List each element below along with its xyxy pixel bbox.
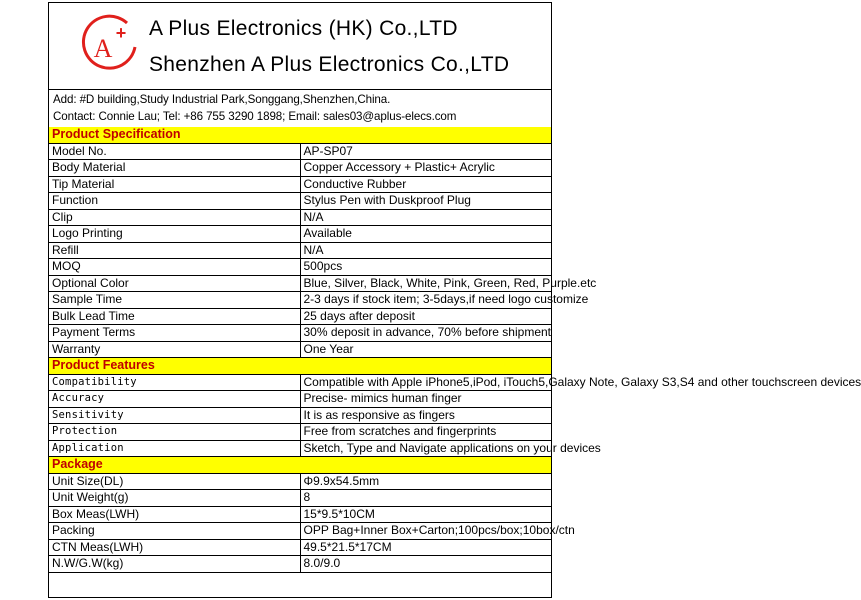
- row-value: N/A: [300, 209, 551, 226]
- row-label: Clip: [49, 209, 300, 226]
- table-row: [49, 341, 551, 358]
- table-row: [49, 374, 551, 391]
- row-value: Blue, Silver, Black, White, Pink, Green, Red, Purple.etc: [300, 275, 551, 292]
- row-label: Tip Material: [49, 176, 300, 193]
- row-value: 500pcs: [300, 259, 551, 276]
- logo-letter: A: [93, 34, 113, 63]
- table-row: [49, 176, 551, 193]
- company-header: [49, 3, 551, 90]
- section-title: Product Specification: [49, 127, 551, 143]
- contact-line: Contact: Connie Lau; Tel: +86 755 3290 1898; Email: sales03@aplus-elecs.com: [53, 110, 457, 123]
- company-logo-icon: [77, 13, 141, 77]
- table-row: [49, 209, 551, 226]
- row-value: 25 days after deposit: [300, 308, 551, 325]
- table-row: [49, 308, 551, 325]
- table-row: [49, 424, 551, 441]
- table-row: [49, 523, 551, 540]
- row-label: MOQ: [49, 259, 300, 276]
- row-value: Available: [300, 226, 551, 243]
- row-label: Refill: [49, 242, 300, 259]
- table-row: [49, 226, 551, 243]
- table-row: [49, 292, 551, 309]
- table-row: [49, 440, 551, 457]
- row-label: Unit Size(DL): [49, 473, 300, 490]
- row-value: Free from scratches and fingerprints: [300, 424, 551, 441]
- section-header: [49, 358, 551, 375]
- section-title: Product Features: [49, 358, 551, 375]
- row-value: 8.0/9.0: [300, 556, 551, 573]
- table-row: [49, 193, 551, 210]
- row-label: CTN Meas(LWH): [49, 539, 300, 556]
- row-label: Protection: [49, 424, 300, 441]
- row-label: N.W/G.W(kg): [49, 556, 300, 573]
- row-value: 49.5*21.5*17CM: [300, 539, 551, 556]
- contact-info: [49, 89, 551, 128]
- table-row: [49, 556, 551, 573]
- table-row: [49, 160, 551, 177]
- row-label: Optional Color: [49, 275, 300, 292]
- row-value: It is as responsive as fingers: [300, 407, 551, 424]
- table-row: [49, 259, 551, 276]
- table-row: [49, 407, 551, 424]
- row-value: Precise- mimics human finger: [300, 391, 551, 408]
- row-label: Packing: [49, 523, 300, 540]
- row-value: OPP Bag+Inner Box+Carton;100pcs/box;10box/ctn: [300, 523, 551, 540]
- row-value: Φ9.9x54.5mm: [300, 473, 551, 490]
- table-row: [49, 275, 551, 292]
- row-value: 8: [300, 490, 551, 507]
- row-label: Function: [49, 193, 300, 210]
- table-row: [49, 391, 551, 408]
- row-label: Body Material: [49, 160, 300, 177]
- table-row: [49, 490, 551, 507]
- row-value: Stylus Pen with Duskproof Plug: [300, 193, 551, 210]
- section-header: [49, 457, 551, 474]
- row-label: Logo Printing: [49, 226, 300, 243]
- row-label: Payment Terms: [49, 325, 300, 342]
- row-value: N/A: [300, 242, 551, 259]
- row-value: Copper Accessory + Plastic+ Acrylic: [300, 160, 551, 177]
- row-value: 2-3 days if stock item; 3-5days,if need logo customize: [300, 292, 551, 309]
- spec-sheet: [48, 2, 861, 598]
- company-name-sz: Shenzhen A Plus Electronics Co.,LTD: [149, 53, 510, 76]
- address-line: Add: #D building,Study Industrial Park,Songgang,Shenzhen,China.: [53, 93, 391, 106]
- row-label: Box Meas(LWH): [49, 506, 300, 523]
- row-label: Accuracy: [49, 391, 300, 408]
- row-label: Compatibility: [49, 374, 300, 391]
- table-row: [49, 539, 551, 556]
- row-label: Warranty: [49, 341, 300, 358]
- section-title: Package: [49, 457, 551, 474]
- section-header: [49, 127, 551, 143]
- row-value: AP-SP07: [300, 143, 551, 160]
- table-row: [49, 143, 551, 160]
- row-label: Unit Weight(g): [49, 490, 300, 507]
- row-value: One Year: [300, 341, 551, 358]
- row-value: 15*9.5*10CM: [300, 506, 551, 523]
- spec-table: [49, 127, 861, 573]
- row-label: Sensitivity: [49, 407, 300, 424]
- logo-plus: +: [115, 23, 127, 43]
- row-value: Sketch, Type and Navigate applications on your devices: [300, 440, 551, 457]
- table-row: [49, 325, 551, 342]
- company-name-hk: A Plus Electronics (HK) Co.,LTD: [149, 17, 458, 40]
- row-value: Compatible with Apple iPhone5,iPod, iTouch5,Galaxy Note, Galaxy S3,S4 and other touchscreen devices: [300, 374, 551, 391]
- table-row: [49, 506, 551, 523]
- row-label: Application: [49, 440, 300, 457]
- table-row: [49, 473, 551, 490]
- table-row: [49, 242, 551, 259]
- row-label: Bulk Lead Time: [49, 308, 300, 325]
- row-value: 30% deposit in advance, 70% before shipment: [300, 325, 551, 342]
- row-label: Sample Time: [49, 292, 300, 309]
- row-value: Conductive Rubber: [300, 176, 551, 193]
- row-label: Model No.: [49, 143, 300, 160]
